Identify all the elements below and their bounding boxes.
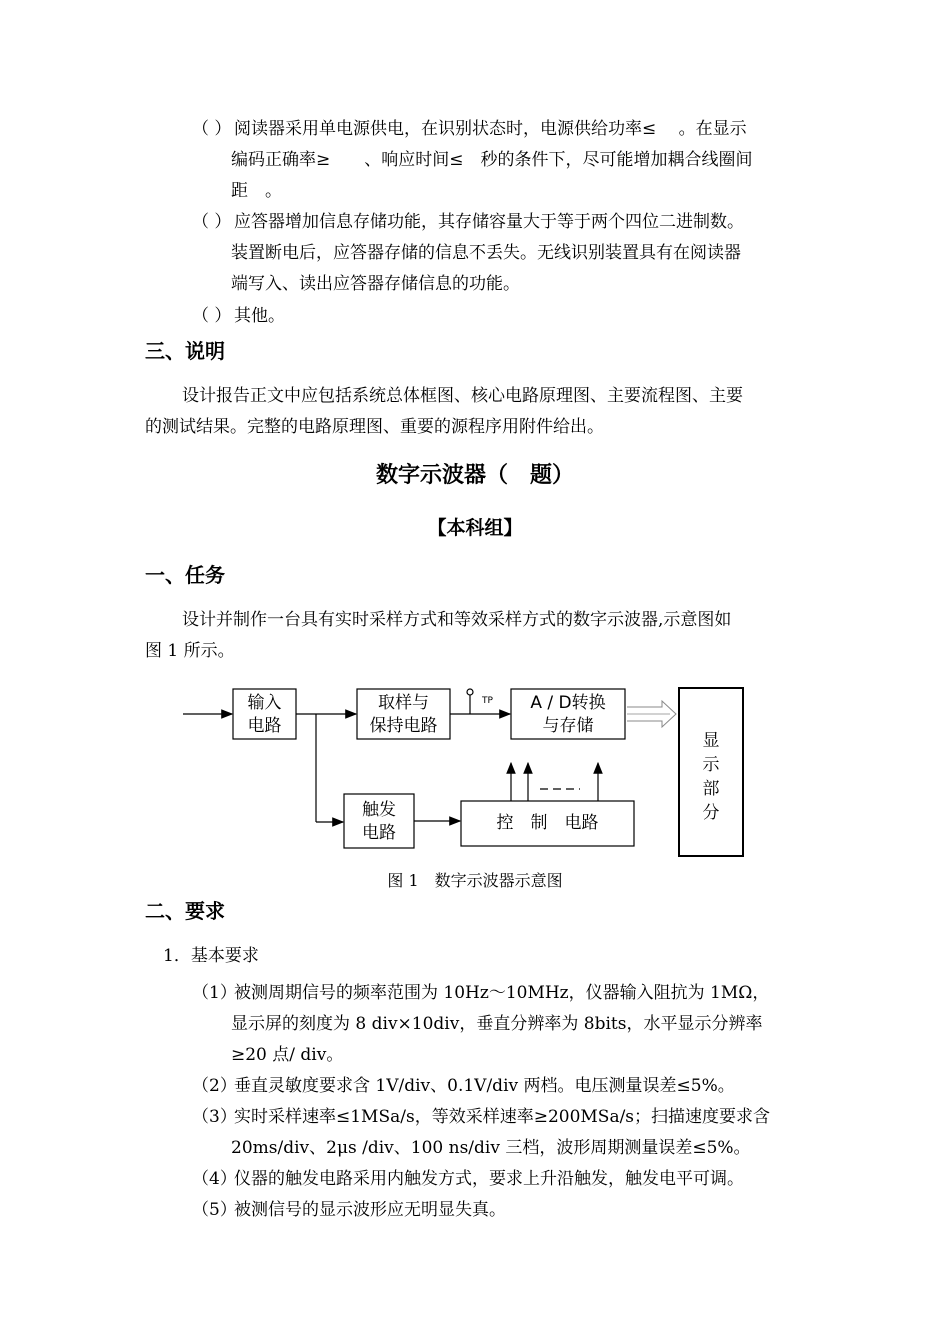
- option-2-line-3: 端写入、读出应答器存储信息的功能。: [231, 274, 520, 294]
- req-3-line-2: 20ms/div、2μs /div、100 ns/div 三档，波形周期测量误差≤5%。: [231, 1138, 751, 1158]
- req-2-line-1: 垂直灵敏度要求含 1V/div、0.1V/div 两档。电压测量误差≤5%。: [234, 1076, 735, 1096]
- task-line-2: 图 1 所示。: [145, 641, 235, 661]
- adc-label-1: A / D转换: [530, 693, 606, 713]
- display-label-2: 示: [702, 755, 720, 775]
- block-diagram: [180, 684, 770, 864]
- problem-subtitle: 【本科组】: [427, 517, 523, 539]
- req-5-mark: （5）: [192, 1200, 237, 1220]
- figure-caption: 图 1 数字示波器示意图: [387, 871, 563, 890]
- req-1-line-3: ≥20 点/ div。: [231, 1045, 344, 1065]
- input-circuit-label-1: 输入: [247, 693, 282, 713]
- option-1-mark: （ ）: [192, 119, 232, 139]
- section-heading-requirements: 二、要求: [145, 899, 225, 923]
- task-line-1: 设计并制作一台具有实时采样方式和等效采样方式的数字示波器,示意图如: [182, 610, 732, 630]
- option-1-line-2: 编码正确率≥ 、响应时间≤ 秒的条件下，尽可能增加耦合线圈间: [231, 150, 753, 170]
- display-label-4: 分: [702, 803, 720, 823]
- trigger-circuit-label-2: 电路: [362, 823, 396, 843]
- req-1-mark: （1）: [192, 983, 237, 1003]
- problem-title: 数字示波器（ 题）: [375, 463, 574, 488]
- req-5-line-1: 被测信号的显示波形应无明显失真。: [234, 1200, 506, 1220]
- option-1-line-3: 距 。: [231, 181, 282, 201]
- req-4-line-1: 仪器的触发电路采用内触发方式，要求上升沿触发，触发电平可调。: [234, 1169, 744, 1189]
- sample-hold-label-1: 取样与: [378, 693, 429, 713]
- section-heading-task: 一、任务: [145, 563, 225, 587]
- display-label-1: 显: [702, 731, 720, 751]
- option-2-line-1: 应答器增加信息存储功能，其存储容量大于等于两个四位二进制数。: [234, 212, 744, 232]
- section-heading-explanation: 三、说明: [145, 339, 225, 363]
- control-circuit-label: 控 制 电路: [496, 813, 599, 833]
- test-point-label: TP: [482, 696, 493, 706]
- req-3-line-1: 实时采样速率≤1MSa/s，等效采样速率≥200MSa/s；扫描速度要求含: [234, 1107, 771, 1127]
- display-label-3: 部: [702, 779, 720, 799]
- req-3-mark: （3）: [192, 1107, 237, 1127]
- option-3-mark: （ ）: [192, 306, 232, 326]
- explanation-line-2: 的测试结果。完整的电路原理图、重要的源程序用附件给出。: [145, 417, 604, 437]
- explanation-line-1: 设计报告正文中应包括系统总体框图、核心电路原理图、主要流程图、主要: [182, 386, 743, 406]
- option-2-mark: （ ）: [192, 212, 232, 232]
- req-4-mark: （4）: [192, 1169, 237, 1189]
- test-point-icon: [467, 689, 473, 695]
- input-circuit-label-2: 电路: [247, 716, 282, 736]
- trigger-circuit-label-1: 触发: [362, 800, 396, 820]
- adc-label-2: 与存储: [542, 716, 594, 736]
- req-1-line-1: 被测周期信号的频率范围为 10Hz～10MHz，仪器输入阻抗为 1MΩ，: [234, 983, 770, 1003]
- option-1-line-1: 阅读器采用单电源供电，在识别状态时，电源供给功率≤ 。在显示: [234, 119, 747, 139]
- basic-requirements-label: 1．基本要求: [163, 946, 259, 966]
- req-2-mark: （2）: [192, 1076, 237, 1096]
- option-3-line-1: 其他。: [234, 306, 285, 326]
- req-1-line-2: 显示屏的刻度为 8 div×10div，垂直分辨率为 8bits，水平显示分辨率: [231, 1014, 763, 1034]
- sample-hold-label-2: 保持电路: [369, 716, 438, 736]
- option-2-line-2: 装置断电后，应答器存储的信息不丢失。无线识别装置具有在阅读器: [231, 243, 741, 263]
